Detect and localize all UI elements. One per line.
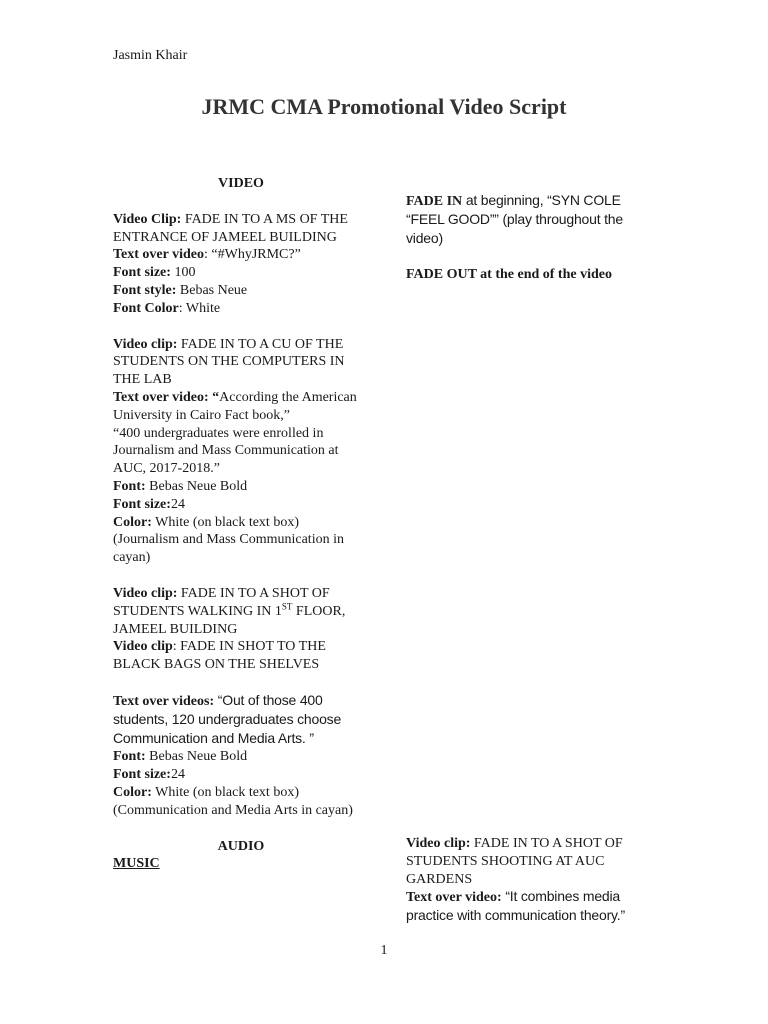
- label: Video clip:: [113, 336, 178, 352]
- author-name: Jasmin Khair: [113, 48, 188, 63]
- audio-block-2: [406, 266, 646, 284]
- video-block-2: [113, 336, 369, 567]
- text: White (on black text box): [151, 784, 299, 800]
- video-block-4: [113, 692, 369, 820]
- label: Video clip:: [113, 585, 178, 601]
- text: Bebas Neue Bold: [145, 478, 248, 494]
- video-heading: VIDEO: [218, 176, 264, 191]
- text: : “#WhyJRMC?”: [204, 247, 301, 263]
- video-column-right-bottom: [406, 835, 656, 926]
- label: Font size:: [113, 496, 171, 512]
- label: FADE OUT at the end of the video: [406, 267, 612, 283]
- label: Video clip: [113, 639, 173, 655]
- video-column: [113, 175, 369, 873]
- label: Font size:: [113, 767, 171, 783]
- text: “Out of those 400 students, 120 undergraduates choose Communication and Media Arts. ”: [113, 691, 342, 746]
- text: at beginning, “SYN COLE “FEEL GOOD”” (play throughout the video): [406, 192, 623, 246]
- label: Font size:: [113, 265, 171, 281]
- note: (Communication and Media Arts in cayan): [113, 802, 353, 818]
- label: Color:: [113, 514, 152, 530]
- video-block-3: [113, 585, 369, 674]
- label: Text over video: [113, 247, 204, 263]
- text: : FADE IN SHOT TO THE BLACK BAGS ON THE SHELVES: [113, 639, 326, 673]
- text: FADE IN TO A SHOT OF STUDENTS SHOOTING AT AUC GARDENS: [406, 836, 623, 887]
- label: Font:: [113, 749, 146, 765]
- audio-block-1: [406, 192, 646, 248]
- label: Video Clip:: [113, 211, 182, 227]
- note: (Journalism and Mass Communication in cayan): [113, 532, 344, 566]
- text: “It combines media practice with communication theory.”: [406, 888, 625, 924]
- text: FADE IN TO A MS OF THE ENTRANCE OF JAMEEL BUILDING: [113, 211, 348, 245]
- label: Text over videos:: [113, 693, 215, 709]
- audio-column-top: [406, 192, 646, 284]
- text: 100: [170, 265, 196, 281]
- superscript: ST: [281, 601, 293, 612]
- text: According the American University in Cairo Fact book,”: [113, 389, 357, 423]
- text: White (on black text box): [151, 514, 299, 530]
- label: Color:: [113, 784, 152, 800]
- text: Bebas Neue: [176, 282, 248, 298]
- label: Video clip:: [406, 836, 471, 851]
- text: : White: [178, 300, 221, 316]
- video-block-5: [406, 835, 656, 926]
- quote: “400 undergraduates were enrolled in Journalism and Mass Communication at AUC, 2017-2018.”: [113, 425, 339, 477]
- text: 24: [170, 496, 185, 512]
- music-label: MUSIC: [113, 856, 160, 872]
- label: Font:: [113, 478, 146, 494]
- label: Text over video: “: [113, 389, 220, 405]
- label: Font style:: [113, 282, 177, 298]
- audio-heading: AUDIO: [217, 838, 265, 854]
- video-block-1: [113, 211, 369, 318]
- text: Bebas Neue Bold: [145, 749, 248, 765]
- text: FADE IN TO A CU OF THE STUDENTS ON THE COMPUTERS IN THE LAB: [113, 336, 345, 388]
- label: Font Color: [113, 300, 179, 316]
- text: 24: [170, 767, 185, 783]
- text: FADE IN TO A SHOT OF STUDENTS WALKING IN 1: [113, 585, 330, 619]
- label: Text over video:: [406, 890, 502, 906]
- document-title: JRMC CMA Promotional Video Script: [201, 94, 567, 119]
- text: FLOOR, JAMEEL BUILDING: [113, 603, 346, 637]
- label: FADE IN: [406, 194, 463, 209]
- page-number: 1: [380, 943, 388, 958]
